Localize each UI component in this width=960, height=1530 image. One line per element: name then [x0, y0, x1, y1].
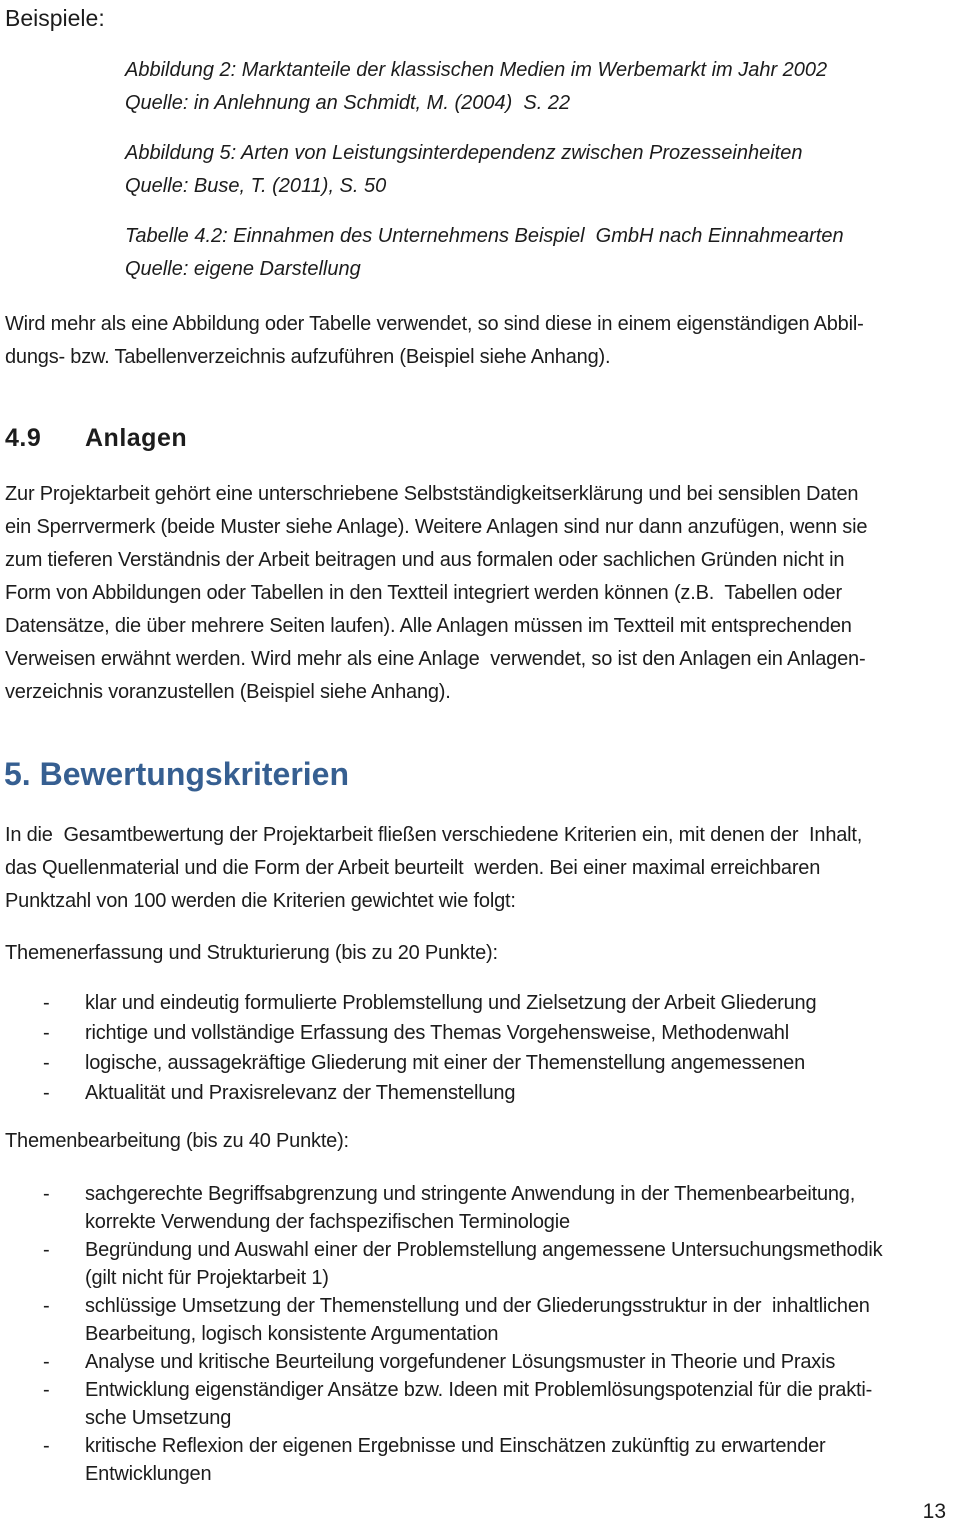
- paragraph-figure-lists: Wird mehr als eine Abbildung oder Tabelle verwendet, so sind diese in einem eigenständigen Abbil- dungs- bzw. Tabellenverzeichnis aufzuführen (Beispiel siehe Anhang).: [5, 313, 864, 368]
- examples-block: [125, 54, 960, 286]
- bullet-dash: -: [43, 1052, 50, 1074]
- bullet-dash: -: [43, 1239, 50, 1261]
- example-caption-item: [125, 54, 960, 120]
- bullet-dash: -: [43, 1435, 50, 1457]
- bullet-text: schlüssige Umsetzung der Themenstellung und der Gliederungsstruktur in der inhaltlichen Bearbeitung, logisch konsistente Argumentation: [85, 1295, 870, 1345]
- bullet-dash: -: [43, 1379, 50, 1401]
- bullet-dash: -: [43, 1351, 50, 1373]
- bullet-item: [0, 1078, 960, 1108]
- bullet-text: logische, aussagekräftige Gliederung mit einer der Themenstellung angemessenen: [85, 1052, 806, 1074]
- examples-label: Beispiele:: [5, 5, 105, 31]
- paragraph-bewertung-intro: In die Gesamtbewertung der Projektarbeit fließen verschiedene Kriterien ein, mit denen der Inhalt, das Quellenmaterial und die Form der Arbeit beurteilt werden. Bei einer maximal erreichbaren Punktzahl von 100 werden die Kriterien gewichtet wie folgt:: [5, 824, 863, 912]
- bullet-text: Analyse und kritische Beurteilung vorgefundener Lösungsmuster in Theorie und Praxis: [85, 1351, 836, 1373]
- bullet-text: klar und eindeutig formulierte Problemstellung und Zielsetzung der Arbeit Gliederung: [85, 992, 817, 1014]
- criteria-heading-themenbearbeitung: Themenbearbeitung (bis zu 40 Punkte):: [5, 1130, 349, 1152]
- bullet-item: [0, 1432, 960, 1488]
- example-source-line: Quelle: in Anlehnung an Schmidt, M. (2004) S. 22: [125, 92, 571, 114]
- bullet-text: richtige und vollständige Erfassung des Themas Vorgehensweise, Methodenwahl: [85, 1022, 789, 1044]
- bullet-text: sachgerechte Begriffsabgrenzung und stringente Anwendung in der Themenbearbeitung, korrekte Verwendung der fachspezifischen Terminologie: [85, 1183, 856, 1233]
- example-caption-line: Tabelle 4.2: Einnahmen des Unternehmens Beispiel GmbH nach Einnahmearten: [125, 225, 844, 247]
- bullet-item: [0, 1018, 960, 1048]
- bullet-item: [0, 988, 960, 1018]
- page-number: 13: [922, 1500, 946, 1523]
- section-title: Anlagen: [85, 424, 188, 452]
- bullet-item: [0, 1376, 960, 1432]
- example-caption-item: [125, 220, 960, 286]
- example-caption-line: Abbildung 2: Marktanteile der klassischen Medien im Werbemarkt im Jahr 2002: [125, 59, 828, 81]
- bullet-item: [0, 1292, 960, 1348]
- example-caption-line: Abbildung 5: Arten von Leistungsinterdependenz zwischen Prozesseinheiten: [125, 142, 803, 164]
- bullet-item: [0, 1048, 960, 1078]
- section-heading-4-9: [5, 420, 960, 456]
- bullet-dash: -: [43, 992, 50, 1014]
- bullet-item: [0, 1180, 960, 1236]
- bullet-dash: -: [43, 1082, 50, 1104]
- bullet-text: Entwicklung eigenständiger Ansätze bzw. Ideen mit Problemlösungspotenzial für die prakti- sche Umsetzung: [85, 1379, 873, 1429]
- bullet-dash: -: [43, 1295, 50, 1317]
- paragraph-anlagen: Zur Projektarbeit gehört eine unterschriebene Selbstständigkeitserklärung und bei sensiblen Daten ein Sperrvermerk (beide Muster siehe Anlage). Weitere Anlagen sind nur dann anzufügen, wenn sie zum tieferen Verständnis der Arbeit beitragen und aus formalen oder sachlichen Gründen nicht in Form von Abbildungen oder Tabellen in den Textteil integriert werden können (z.B. Tabellen oder Datensätze, die über mehrere Seiten laufen). Alle Anlagen müssen im Textteil mit entsprechenden Verweisen erwähnt werden. Wird mehr als eine Anlage verwendet, so ist den Anlagen ein Anlagen- verzeichnis voranzustellen (Beispiel siehe Anhang).: [5, 483, 868, 703]
- criteria-heading-themenerfassung: Themenerfassung und Strukturierung (bis zu 20 Punkte):: [5, 942, 498, 964]
- section-number: 4.9: [5, 424, 42, 452]
- bullet-item: [0, 1348, 960, 1376]
- example-source-line: Quelle: eigene Darstellung: [125, 258, 361, 280]
- bullet-text: kritische Reflexion der eigenen Ergebnisse und Einschätzen zukünftig zu erwartender Entwicklungen: [85, 1435, 826, 1485]
- bullet-text: Aktualität und Praxisrelevanz der Themenstellung: [85, 1082, 516, 1104]
- bullet-dash: -: [43, 1022, 50, 1044]
- bullet-text: Begründung und Auswahl einer der Problemstellung angemessene Untersuchungsmethodik (gilt nicht für Projektarbeit 1): [85, 1239, 883, 1289]
- example-source-line: Quelle: Buse, T. (2011), S. 50: [125, 175, 387, 197]
- bullet-list-themenbearbeitung: [0, 1180, 960, 1488]
- section-heading-5: 5. Bewertungskriterien: [4, 756, 349, 792]
- bullet-dash: -: [43, 1183, 50, 1205]
- example-caption-item: [125, 137, 960, 203]
- bullet-item: [0, 1236, 960, 1292]
- bullet-list-themenerfassung: [0, 988, 960, 1108]
